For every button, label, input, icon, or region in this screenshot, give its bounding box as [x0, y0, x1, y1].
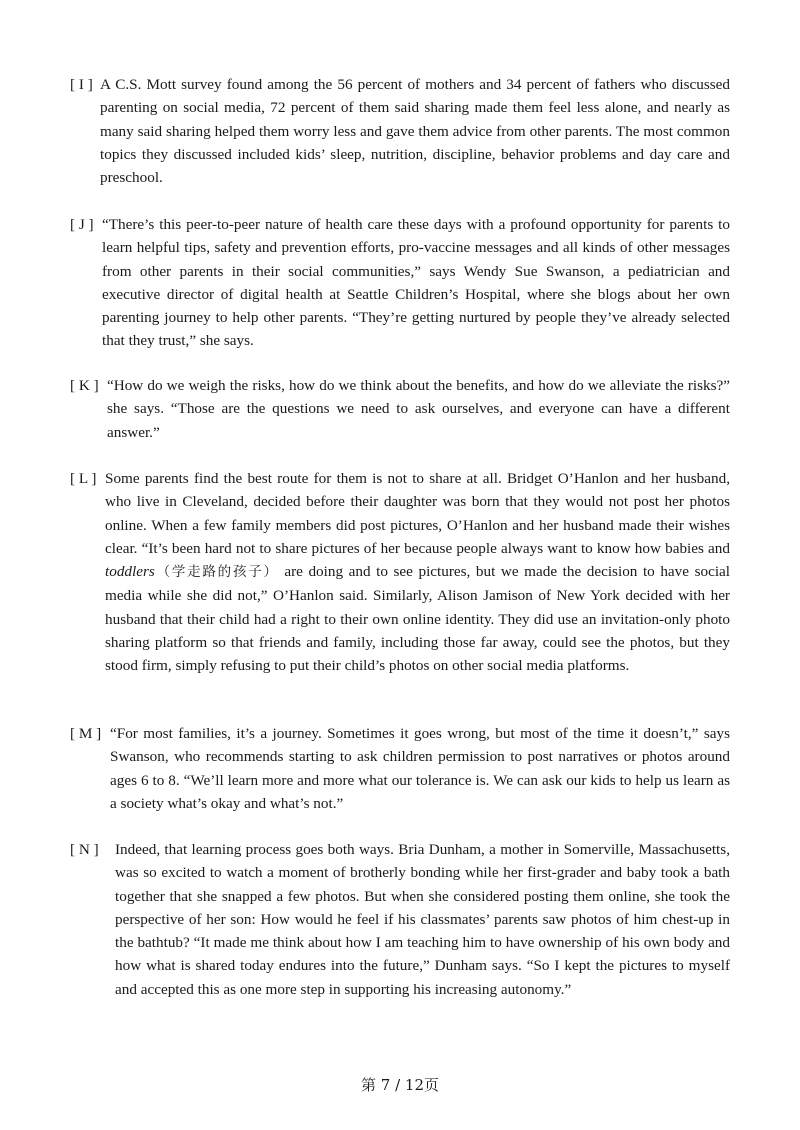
paragraph-text: “For most families, it’s a journey. Sometimes it goes wrong, but most of the time it doesn’t,” says Swanson, who recommends starting to ask children permission to post narratives or photos around ages 6 to 8. “We’ll learn more and more what our tolerance is. We can ask our kids to help us learn as a society what’s okay and what’s not.” — [110, 725, 730, 812]
paragraph-label: [ M ] — [70, 725, 102, 742]
paragraph-label: [ N ] — [70, 841, 99, 858]
paragraph-text-before: Some parents find the best route for them is not to share at all. Bridget O’Hanlon and her husband, who live in Cleveland, decided before their daughter was born that they would not post her photos online. When a few family members did post pictures, O’Hanlon and her husband made their wishes clear. “It’s been hard not to share pictures of her because people always want to know how babies and — [105, 470, 730, 557]
paragraph-label: [ K ] — [70, 377, 99, 394]
italic-term: toddlers — [105, 563, 155, 581]
chinese-gloss: （学走路的孩子） — [154, 564, 279, 581]
paragraph-m — [70, 722, 730, 815]
paragraph-label: [ I ] — [70, 76, 93, 93]
paragraph-i — [70, 73, 730, 189]
paragraph-text: “There’s this peer-to-peer nature of health care these days with a profound opportunity for parents to learn helpful tips, safety and prevention efforts, pro-vaccine messages and all kinds of other messages from other parents in their social communities,” says Wendy Sue Swanson, a pediatrician and executive director of digital health at Seattle Children’s Hospital, where she blogs about her own parenting journey to help other parents. “They’re getting nurtured by people they’ve already selected that they trust,” she says. — [102, 216, 730, 350]
paragraph-n — [70, 838, 730, 1001]
paragraph-text: A C.S. Mott survey found among the 56 percent of mothers and 34 percent of fathers who discussed parenting on social media, 72 percent of them said sharing made them feel less alone, and nearly as many said sharing helped them worry less and gave them advice from other parents. The most common topics they discussed included kids’ sleep, nutrition, discipline, behavior problems and day care and preschool. — [100, 76, 730, 187]
paragraph-text: Indeed, that learning process goes both ways. Bria Dunham, a mother in Somerville, Massachusetts, was so excited to watch a moment of brotherly bonding while her first-grader and baby took a bath together that she snapped a few photos. But when she considered posting them online, she took the perspective of her son: How would he feel if his classmates’ parents saw photos of him chest-up in the bathtub? “It made me think about how I am teaching him to have ownership of his own body and how what is shared today endures into the future,” Dunham says. “So I kept the pictures to myself and accepted this as one more step in supporting his increasing autonomy.” — [115, 841, 730, 998]
paragraph-label: [ J ] — [70, 216, 94, 233]
paragraph-k — [70, 374, 730, 444]
paragraph-l — [70, 467, 730, 678]
paragraph-text: “How do we weigh the risks, how do we think about the benefits, and how do we alleviate the risks?” she says. “Those are the questions we need to ask ourselves, and everyone can have a different answer.” — [107, 377, 730, 441]
paragraph-label: [ L ] — [70, 470, 97, 487]
paragraph-text — [70, 467, 730, 678]
page-number: 第 7 / 12页 — [361, 1076, 439, 1094]
paragraph-text-after: are doing and to see pictures, but we made the decision to have social media while she did not,” O’Hanlon said. Similarly, Alison Jamison of New York decided with her husband that their child had a right to their own online identity. They did use an invitation-only photo sharing platform so that friends and family, including those far away, could see the photos, but they stood firm, simply refusing to put their child’s photos on other social media platforms. — [105, 563, 731, 675]
paragraph-j — [70, 213, 730, 353]
